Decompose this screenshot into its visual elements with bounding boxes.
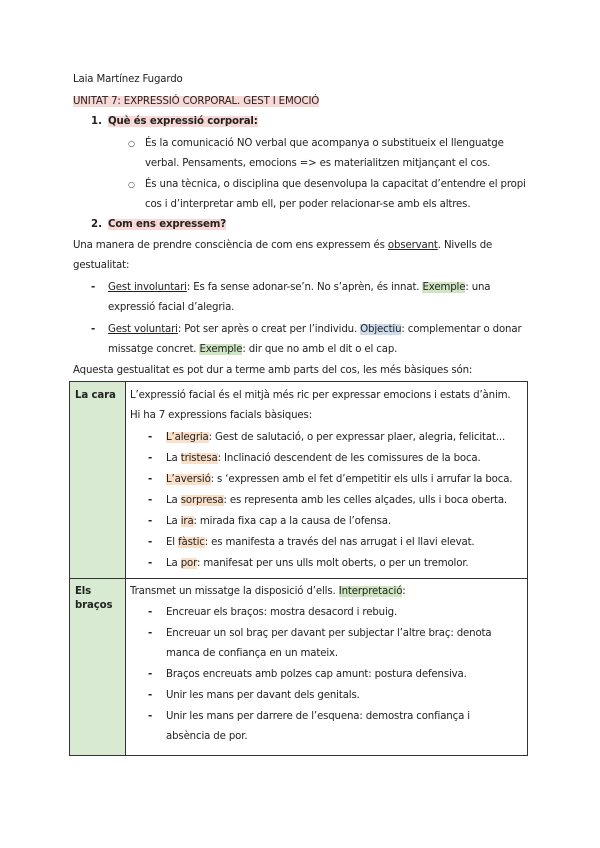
unit-title-text: UNITAT 7: EXPRESSIÓ CORPORAL. GEST I EMOCIÓ (73, 96, 320, 107)
gest-involuntari-text: : Es fa sense adonar-se’n. No s’aprèn, és innat. (186, 282, 420, 293)
emotion-pre: El (166, 537, 179, 548)
emotion-item (166, 557, 469, 571)
row-content-cell (126, 579, 528, 756)
objective-tag: Objectiu (360, 324, 402, 335)
dash-bullet: - (148, 474, 153, 485)
section2-number: 2. (91, 219, 102, 230)
example-tag: Exemple (199, 344, 243, 355)
arms-item: Encreuar un sol braç per davant per subjectar l’altre braç: denota (166, 628, 492, 639)
dash-bullet: - (148, 453, 153, 464)
emotion-name: L’alegria (166, 432, 209, 443)
bullet-icon: ○ (128, 139, 135, 148)
emotion-description: : es manifesta a través del nas arrugat i el llavi elevat. (204, 537, 475, 548)
example-tag: Exemple (422, 282, 466, 293)
emotion-pre: La (166, 558, 181, 569)
table-row-arms (70, 579, 528, 756)
emotion-item (166, 431, 505, 445)
bullet-icon: ○ (128, 180, 135, 189)
arms-intro-colon: : (402, 586, 406, 597)
emotion-description: : s ‘expressen amb el fet d’empetitir els ulls i arrufar la boca. (210, 474, 513, 485)
row-content-cell (126, 382, 528, 579)
gest-voluntari-line2 (108, 343, 397, 357)
table-row-face (70, 382, 528, 579)
dash-bullet: - (148, 628, 153, 639)
emotion-pre: La (166, 495, 181, 506)
gest-voluntari-line1 (108, 323, 522, 337)
gest-voluntari-line2-end: : dir que no amb el dit o el cap. (242, 344, 398, 355)
dash-bullet: - (148, 711, 153, 722)
author-name: Laia Martínez Fugardo (73, 74, 183, 85)
emotion-description: : Gest de salutació, o per expressar plaer, alegria, felicitat... (208, 432, 506, 443)
emotion-description: : mirada fixa cap a la causa de l’ofensa. (193, 516, 391, 527)
emotion-item (166, 494, 507, 508)
table-intro: Aquesta gestualitat es pot dur a terme amb parts del cos, les més bàsiques són: (73, 365, 473, 376)
gest-voluntari-line2-text: missatge concret. (108, 344, 197, 355)
section2-intro (73, 239, 492, 253)
dash-bullet: - (148, 495, 153, 506)
row-label-arms-2: braços (75, 600, 113, 611)
section1-heading (108, 115, 258, 129)
emotion-name: ira (180, 516, 194, 527)
arms-item: Unir les mans per davant dels genitals. (166, 690, 360, 701)
row-label-cell (70, 382, 126, 579)
emotion-item (166, 515, 391, 529)
arms-item-line2: manca de confiança en un mateix. (166, 648, 339, 659)
dash-bullet: - (148, 690, 153, 701)
section1-bullet1-line2: verbal. Pensaments, emocions => es materialitzen mitjançant el cos. (145, 158, 491, 169)
dash-bullet: - (148, 432, 153, 443)
section1-heading-text: Què és expressió corporal: (108, 116, 258, 127)
row-label-face: La cara (75, 390, 116, 401)
section2-heading (108, 218, 226, 232)
emotion-name: fàstic (178, 537, 205, 548)
emotion-item (166, 452, 481, 466)
row-label-arms-1: Els (75, 586, 92, 597)
section1-number: 1. (91, 116, 102, 127)
intro-text: Una manera de prendre consciència de com ens expressem és (73, 240, 385, 251)
gest-involuntari-tail: : una (465, 282, 491, 293)
gest-involuntari-line2: expressió facial d’alegria. (108, 302, 235, 313)
emotion-pre: La (166, 516, 181, 527)
arms-item: Unir les mans per darrere de l’esquena: demostra confiança i (166, 711, 470, 722)
emotion-name: tristesa (180, 453, 218, 464)
intro-underlined: observant (387, 240, 438, 251)
section2-intro-line2: gestualitat: (73, 260, 130, 271)
gest-involuntari-term: Gest involuntari (108, 282, 187, 293)
emotion-name: sorpresa (180, 495, 224, 506)
emotion-item (166, 536, 475, 550)
dash-bullet: - (91, 324, 96, 335)
gest-voluntari-tail: : complementar o donar (401, 324, 522, 335)
section2-heading-text: Com ens expressem? (108, 219, 226, 230)
arms-intro-text: Transmet un missatge la disposició d’ells. (130, 586, 336, 597)
dash-bullet: - (148, 607, 153, 618)
dash-bullet: - (148, 516, 153, 527)
arms-intro (130, 585, 406, 599)
emotion-description: : es representa amb les celles alçades, ulls i boca oberta. (223, 495, 508, 506)
intro-text-end: . Nivells de (437, 240, 493, 251)
gest-voluntari-term: Gest voluntari (108, 324, 178, 335)
gest-involuntari-line1 (108, 281, 490, 295)
section1-bullet1-line1: És la comunicació NO verbal que acompanya o substitueix el llenguatge (145, 138, 504, 149)
section1-bullet2-line1: És una tècnica, o disciplina que desenvolupa la capacitat d’entendre el propi (145, 179, 526, 190)
emotion-item (166, 473, 512, 487)
face-intro-line1: L’expressió facial és el mitjà més ric per expressar emocions i estats d’ànim. (130, 390, 511, 401)
dash-bullet: - (148, 669, 153, 680)
unit-title (73, 95, 319, 109)
arms-item: Braços encreuats amb polzes cap amunt: postura defensiva. (166, 669, 467, 680)
dash-bullet: - (148, 558, 153, 569)
arms-item-line2: absència de por. (166, 731, 248, 742)
gest-voluntari-text: : Pot ser après o creat per l’individu. (177, 324, 358, 335)
emotion-description: : Inclinació descendent de les comissures de la boca. (217, 453, 481, 464)
interpretation-tag: Interpretació (338, 586, 403, 597)
arms-item: Encreuar els braços: mostra desacord i rebuig. (166, 607, 398, 618)
row-label-cell (70, 579, 126, 756)
emotion-pre: La (166, 453, 181, 464)
face-intro-line2: Hi ha 7 expressions facials bàsiques: (130, 410, 312, 421)
dash-bullet: - (148, 537, 153, 548)
dash-bullet: - (91, 282, 96, 293)
emotion-name: L’aversió (166, 474, 211, 485)
section1-bullet2-line2: cos i d’interpretar amb ell, per poder relacionar-se amb els altres. (145, 199, 471, 210)
emotion-description: : manifesat per uns ulls molt oberts, o per un tremolor. (196, 558, 469, 569)
emotion-name: por (180, 558, 197, 569)
body-parts-table (69, 381, 528, 756)
